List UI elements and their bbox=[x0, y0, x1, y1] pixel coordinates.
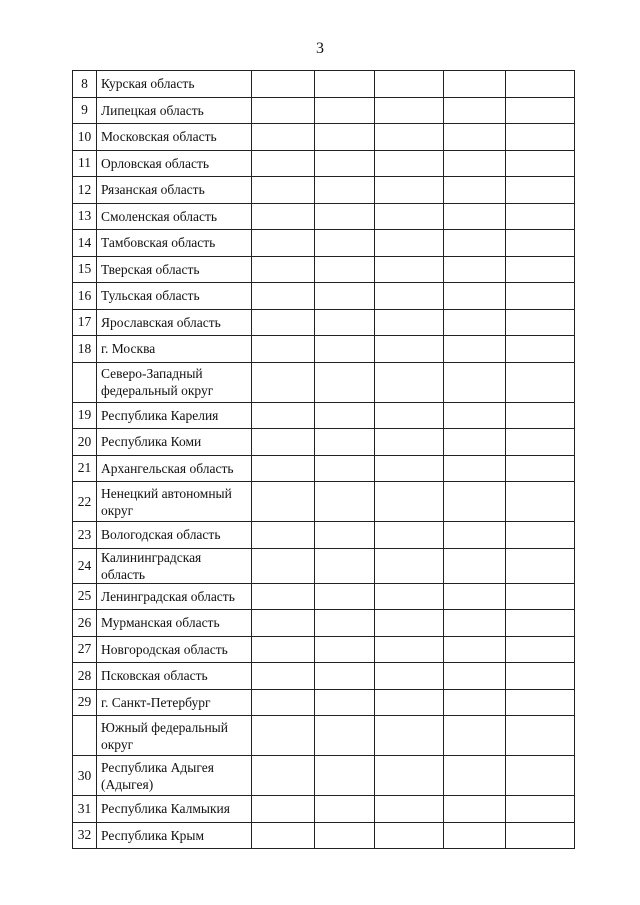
empty-cell bbox=[315, 716, 375, 756]
table-row bbox=[73, 482, 575, 522]
empty-cell bbox=[506, 336, 575, 363]
region-name: Новгородская область bbox=[97, 636, 252, 663]
empty-cell bbox=[375, 716, 444, 756]
empty-cell bbox=[375, 429, 444, 456]
empty-cell bbox=[444, 336, 506, 363]
table-row bbox=[73, 402, 575, 429]
empty-cell bbox=[506, 256, 575, 283]
empty-cell bbox=[252, 689, 315, 716]
empty-cell bbox=[444, 203, 506, 230]
table-row bbox=[73, 203, 575, 230]
empty-cell bbox=[506, 362, 575, 402]
region-name: Тверская область bbox=[97, 256, 252, 283]
empty-cell bbox=[252, 402, 315, 429]
table-row bbox=[73, 522, 575, 549]
table-row bbox=[73, 124, 575, 151]
row-number: 10 bbox=[73, 124, 97, 151]
empty-cell bbox=[506, 796, 575, 823]
empty-cell bbox=[375, 402, 444, 429]
empty-cell bbox=[252, 177, 315, 204]
empty-cell bbox=[252, 822, 315, 849]
empty-cell bbox=[444, 522, 506, 549]
region-name: Республика Крым bbox=[97, 822, 252, 849]
empty-cell bbox=[506, 71, 575, 98]
empty-cell bbox=[444, 663, 506, 690]
empty-cell bbox=[506, 583, 575, 610]
empty-cell bbox=[315, 283, 375, 310]
empty-cell bbox=[315, 336, 375, 363]
region-name: г. Москва bbox=[97, 336, 252, 363]
empty-cell bbox=[252, 362, 315, 402]
empty-cell bbox=[506, 522, 575, 549]
empty-cell bbox=[252, 610, 315, 637]
table-row bbox=[73, 429, 575, 456]
empty-cell bbox=[375, 756, 444, 796]
table-row bbox=[73, 283, 575, 310]
empty-cell bbox=[252, 663, 315, 690]
table-row bbox=[73, 716, 575, 756]
region-name: Республика Адыгея (Адыгея) bbox=[97, 756, 252, 796]
region-name: Южный федеральный округ bbox=[97, 716, 252, 756]
table-row bbox=[73, 150, 575, 177]
row-number bbox=[73, 716, 97, 756]
empty-cell bbox=[252, 283, 315, 310]
row-number: 16 bbox=[73, 283, 97, 310]
empty-cell bbox=[375, 583, 444, 610]
empty-cell bbox=[315, 402, 375, 429]
empty-cell bbox=[252, 796, 315, 823]
empty-cell bbox=[506, 716, 575, 756]
empty-cell bbox=[506, 230, 575, 257]
empty-cell bbox=[506, 97, 575, 124]
empty-cell bbox=[252, 455, 315, 482]
empty-cell bbox=[444, 177, 506, 204]
page-number: 3 bbox=[316, 40, 324, 57]
empty-cell bbox=[315, 548, 375, 583]
empty-cell bbox=[506, 455, 575, 482]
empty-cell bbox=[375, 150, 444, 177]
row-number: 19 bbox=[73, 402, 97, 429]
region-name: Архангельская область bbox=[97, 455, 252, 482]
empty-cell bbox=[315, 97, 375, 124]
empty-cell bbox=[444, 429, 506, 456]
empty-cell bbox=[252, 309, 315, 336]
row-number: 14 bbox=[73, 230, 97, 257]
table-row bbox=[73, 548, 575, 583]
table-row bbox=[73, 663, 575, 690]
empty-cell bbox=[252, 636, 315, 663]
empty-cell bbox=[252, 71, 315, 98]
empty-cell bbox=[375, 336, 444, 363]
row-number: 21 bbox=[73, 455, 97, 482]
empty-cell bbox=[444, 283, 506, 310]
empty-cell bbox=[315, 482, 375, 522]
table-row bbox=[73, 97, 575, 124]
empty-cell bbox=[252, 150, 315, 177]
empty-cell bbox=[444, 150, 506, 177]
empty-cell bbox=[375, 71, 444, 98]
region-name: Мурманская область bbox=[97, 610, 252, 637]
empty-cell bbox=[375, 796, 444, 823]
empty-cell bbox=[444, 756, 506, 796]
empty-cell bbox=[252, 230, 315, 257]
row-number: 32 bbox=[73, 822, 97, 849]
row-number: 29 bbox=[73, 689, 97, 716]
row-number: 26 bbox=[73, 610, 97, 637]
empty-cell bbox=[252, 97, 315, 124]
row-number: 25 bbox=[73, 583, 97, 610]
empty-cell bbox=[252, 482, 315, 522]
row-number: 11 bbox=[73, 150, 97, 177]
empty-cell bbox=[315, 636, 375, 663]
empty-cell bbox=[252, 548, 315, 583]
region-name: Московская область bbox=[97, 124, 252, 151]
empty-cell bbox=[252, 124, 315, 151]
empty-cell bbox=[315, 756, 375, 796]
empty-cell bbox=[252, 203, 315, 230]
empty-cell bbox=[252, 716, 315, 756]
row-number: 17 bbox=[73, 309, 97, 336]
row-number: 9 bbox=[73, 97, 97, 124]
empty-cell bbox=[444, 822, 506, 849]
empty-cell bbox=[444, 455, 506, 482]
empty-cell bbox=[375, 309, 444, 336]
empty-cell bbox=[375, 663, 444, 690]
empty-cell bbox=[315, 663, 375, 690]
empty-cell bbox=[315, 71, 375, 98]
empty-cell bbox=[375, 689, 444, 716]
empty-cell bbox=[315, 583, 375, 610]
empty-cell bbox=[506, 610, 575, 637]
table-row bbox=[73, 71, 575, 98]
empty-cell bbox=[444, 610, 506, 637]
empty-cell bbox=[506, 203, 575, 230]
empty-cell bbox=[315, 822, 375, 849]
row-number: 30 bbox=[73, 756, 97, 796]
region-name: Орловская область bbox=[97, 150, 252, 177]
row-number: 20 bbox=[73, 429, 97, 456]
regions-table bbox=[72, 70, 575, 849]
row-number: 12 bbox=[73, 177, 97, 204]
empty-cell bbox=[375, 203, 444, 230]
empty-cell bbox=[506, 689, 575, 716]
empty-cell bbox=[315, 429, 375, 456]
empty-cell bbox=[252, 756, 315, 796]
table-row bbox=[73, 756, 575, 796]
empty-cell bbox=[444, 716, 506, 756]
empty-cell bbox=[375, 256, 444, 283]
empty-cell bbox=[375, 610, 444, 637]
region-name: Рязанская область bbox=[97, 177, 252, 204]
empty-cell bbox=[506, 309, 575, 336]
table-row bbox=[73, 230, 575, 257]
empty-cell bbox=[252, 429, 315, 456]
region-name: Республика Коми bbox=[97, 429, 252, 456]
empty-cell bbox=[506, 663, 575, 690]
row-number: 15 bbox=[73, 256, 97, 283]
row-number bbox=[73, 362, 97, 402]
empty-cell bbox=[315, 455, 375, 482]
region-name: Липецкая область bbox=[97, 97, 252, 124]
region-name: Псковская область bbox=[97, 663, 252, 690]
empty-cell bbox=[506, 124, 575, 151]
empty-cell bbox=[375, 283, 444, 310]
empty-cell bbox=[506, 636, 575, 663]
empty-cell bbox=[444, 689, 506, 716]
empty-cell bbox=[252, 336, 315, 363]
empty-cell bbox=[444, 548, 506, 583]
empty-cell bbox=[444, 583, 506, 610]
empty-cell bbox=[444, 309, 506, 336]
empty-cell bbox=[506, 150, 575, 177]
table-row bbox=[73, 689, 575, 716]
row-number: 31 bbox=[73, 796, 97, 823]
empty-cell bbox=[444, 796, 506, 823]
table-row bbox=[73, 455, 575, 482]
row-number: 23 bbox=[73, 522, 97, 549]
row-number: 28 bbox=[73, 663, 97, 690]
empty-cell bbox=[315, 203, 375, 230]
empty-cell bbox=[444, 482, 506, 522]
region-name: Ленинградская область bbox=[97, 583, 252, 610]
empty-cell bbox=[506, 482, 575, 522]
empty-cell bbox=[315, 522, 375, 549]
empty-cell bbox=[444, 402, 506, 429]
row-number: 18 bbox=[73, 336, 97, 363]
region-name: Вологодская область bbox=[97, 522, 252, 549]
empty-cell bbox=[506, 822, 575, 849]
empty-cell bbox=[444, 124, 506, 151]
table-row bbox=[73, 796, 575, 823]
empty-cell bbox=[506, 548, 575, 583]
row-number: 22 bbox=[73, 482, 97, 522]
empty-cell bbox=[252, 256, 315, 283]
empty-cell bbox=[315, 177, 375, 204]
regions-table-body bbox=[73, 71, 575, 849]
empty-cell bbox=[375, 522, 444, 549]
empty-cell bbox=[315, 309, 375, 336]
empty-cell bbox=[315, 230, 375, 257]
empty-cell bbox=[375, 822, 444, 849]
empty-cell bbox=[315, 796, 375, 823]
table-row bbox=[73, 583, 575, 610]
empty-cell bbox=[375, 455, 444, 482]
region-name: Ярославская область bbox=[97, 309, 252, 336]
empty-cell bbox=[506, 429, 575, 456]
table-row bbox=[73, 177, 575, 204]
empty-cell bbox=[375, 482, 444, 522]
table-row bbox=[73, 362, 575, 402]
table-row bbox=[73, 256, 575, 283]
empty-cell bbox=[375, 362, 444, 402]
region-name: Тульская область bbox=[97, 283, 252, 310]
region-name: г. Санкт-Петербург bbox=[97, 689, 252, 716]
table-row bbox=[73, 309, 575, 336]
region-name: Северо-Западный федеральный округ bbox=[97, 362, 252, 402]
region-name: Тамбовская область bbox=[97, 230, 252, 257]
empty-cell bbox=[315, 150, 375, 177]
empty-cell bbox=[315, 256, 375, 283]
region-name: Ненецкий автономный округ bbox=[97, 482, 252, 522]
empty-cell bbox=[506, 402, 575, 429]
empty-cell bbox=[375, 97, 444, 124]
empty-cell bbox=[444, 256, 506, 283]
region-name: Калининградская область bbox=[97, 548, 252, 583]
empty-cell bbox=[315, 362, 375, 402]
empty-cell bbox=[375, 177, 444, 204]
empty-cell bbox=[506, 283, 575, 310]
empty-cell bbox=[444, 230, 506, 257]
empty-cell bbox=[444, 71, 506, 98]
region-name: Республика Калмыкия bbox=[97, 796, 252, 823]
empty-cell bbox=[375, 230, 444, 257]
region-name: Смоленская область bbox=[97, 203, 252, 230]
empty-cell bbox=[444, 362, 506, 402]
empty-cell bbox=[315, 610, 375, 637]
row-number: 27 bbox=[73, 636, 97, 663]
empty-cell bbox=[375, 124, 444, 151]
empty-cell bbox=[252, 583, 315, 610]
table-row bbox=[73, 336, 575, 363]
region-name: Республика Карелия bbox=[97, 402, 252, 429]
row-number: 24 bbox=[73, 548, 97, 583]
row-number: 8 bbox=[73, 71, 97, 98]
empty-cell bbox=[315, 124, 375, 151]
empty-cell bbox=[375, 636, 444, 663]
empty-cell bbox=[252, 522, 315, 549]
table-row bbox=[73, 636, 575, 663]
empty-cell bbox=[444, 97, 506, 124]
empty-cell bbox=[506, 177, 575, 204]
region-name: Курская область bbox=[97, 71, 252, 98]
empty-cell bbox=[444, 636, 506, 663]
empty-cell bbox=[375, 548, 444, 583]
table-row bbox=[73, 822, 575, 849]
row-number: 13 bbox=[73, 203, 97, 230]
empty-cell bbox=[315, 689, 375, 716]
empty-cell bbox=[506, 756, 575, 796]
table-row bbox=[73, 610, 575, 637]
